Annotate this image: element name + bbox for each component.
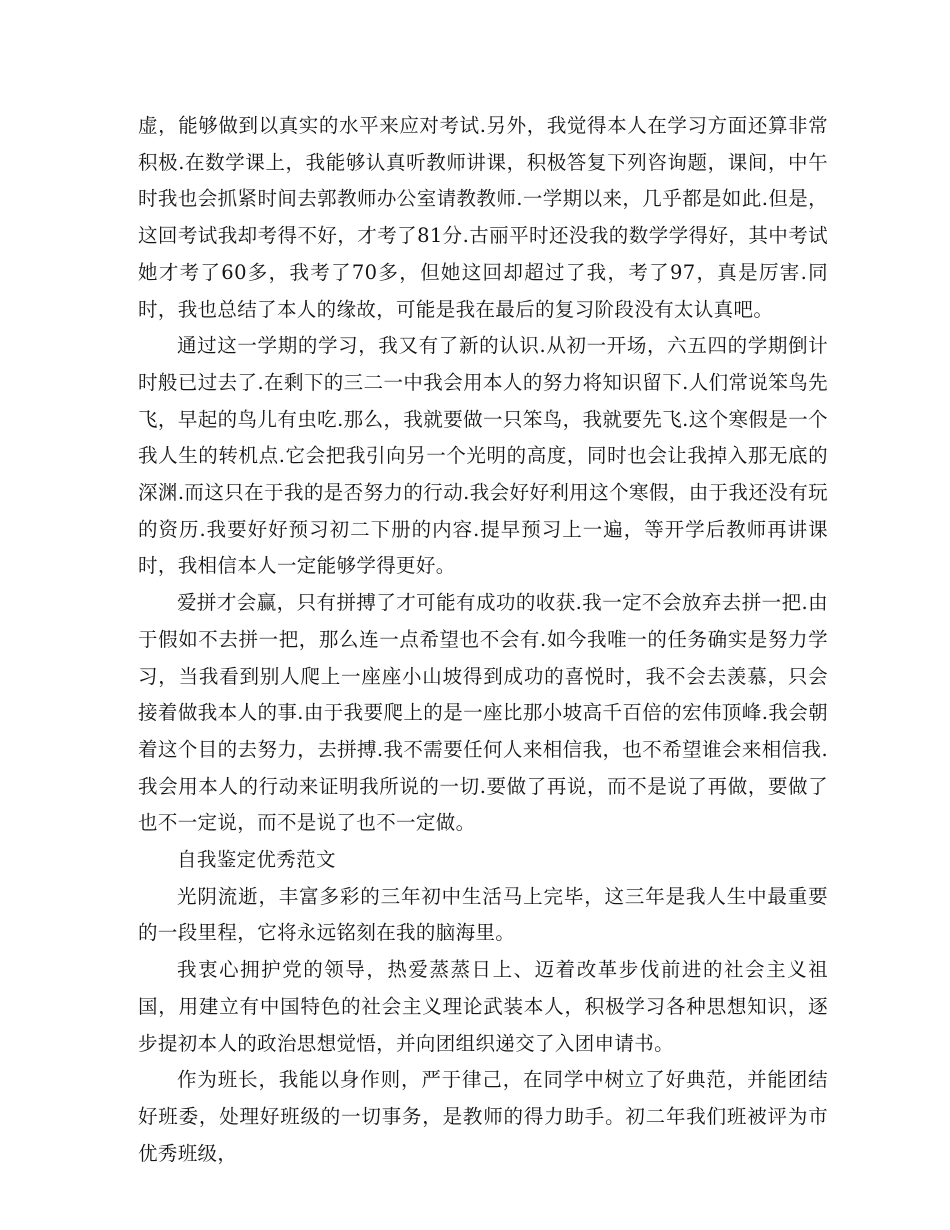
paragraph-continuation: 虚，能够做到以真实的水平来应对考试.另外，我觉得本人在学习方面还算非常积极.在数学课上，我能够认真听教师讲课，积极答复下列咨询题，课间，中午时我也会抓紧时间去郭教师办公室请教教师.一学期以来，几乎都是如此.但是，这回考试我却考得不好，才考了81分.古丽平时还没我的数学学得好，其中考试她才考了60多，我考了70多，但她这回却超过了我，考了97，真是厉害.同时，我也总结了本人的缘故，可能是我在最后的复习阶段没有太认真吧。: [138, 114, 828, 321]
paragraph-class-monitor: 作为班长，我能以身作则，严于律己，在同学中树立了好典范，并能团结好班委，处理好班级的一切事务，是教师的得力助手。初二年我们班被评为市优秀班级，: [138, 1068, 828, 1165]
document-body: [138, 108, 828, 1172]
paragraph-time-passes: 光阴流逝，丰富多彩的三年初中生活马上完毕，这三年是我人生中最重要的一段里程，它将永远铭刻在我的脑海里。: [138, 884, 828, 945]
paragraph-political: 我衷心拥护党的领导，热爱蒸蒸日上、迈着改革步伐前进的社会主义祖国，用建立有中国特色的社会主义理论武装本人，积极学习各种思想知识，逐步提初本人的政治思想觉悟，并向团组织递交了入团申请书。: [138, 958, 828, 1055]
paragraph-new-semester: 通过这一学期的学习，我又有了新的认识.从初一开场，六五四的学期倒计时般已过去了.在剩下的三二一中我会用本人的努力将知识留下.人们常说笨鸟先飞，早起的鸟儿有虫吃.那么，我就要做一只笨鸟，我就要先飞.这个寒假是一个我人生的转机点.它会把我引向另一个光明的高度，同时也会让我掉入那无底的深渊.而这只在于我的是否努力的行动.我会好好利用这个寒假，由于我还没有玩的资历.我要好好预习初二下册的内容.提早预习上一遍，等开学后教师再讲课时，我相信本人一定能够学得更好。: [138, 334, 828, 578]
paragraph-strive: 爱拼才会赢，只有拼搏了才可能有成功的收获.我一定不会放弃去拼一把.由于假如不去拼一把，那么连一点希望也不会有.如今我唯一的任务确实是努力学习，当我看到别人爬上一座座小山坡得到成功的喜悦时，我不会去羡慕，只会接着做我本人的事.由于我要爬上的是一座比那小坡高千百倍的宏伟顶峰.我会朝着这个目的去努力，去拼搏.我不需要任何人来相信我，也不希望谁会来相信我.我会用本人的行动来证明我所说的一切.要做了再说，而不是说了再做，要做了也不一定说，而不是说了也不一定做。: [138, 591, 828, 835]
section-heading: 自我鉴定优秀范文: [177, 848, 336, 872]
